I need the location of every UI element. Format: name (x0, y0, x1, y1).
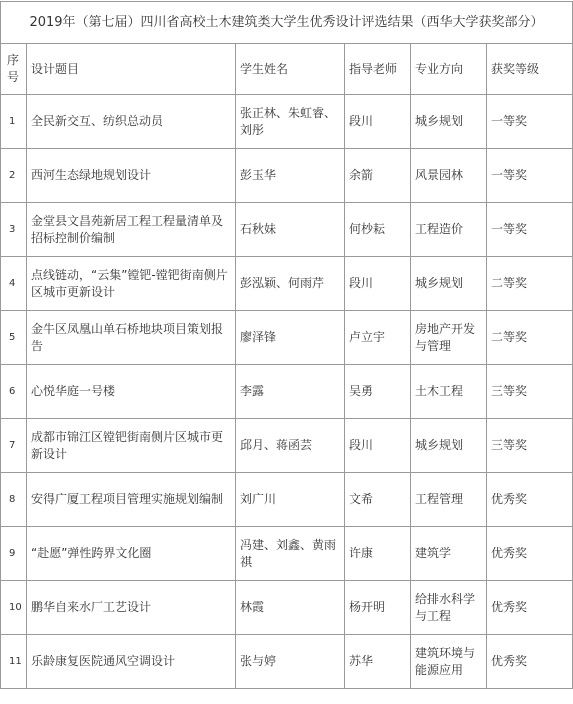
table-row (1, 95, 573, 149)
cell-advisor: 杨开明 (345, 581, 411, 635)
cell-topic: 鹏华自来水厂工艺设计 (27, 581, 236, 635)
cell-topic: “赴愿”弹性跨界文化圈 (27, 527, 236, 581)
cell-no: 4 (1, 257, 27, 311)
cell-topic: 西河生态绿地规划设计 (27, 149, 236, 203)
cell-topic: 全民新交互、纺织总动员 (27, 95, 236, 149)
header-topic: 设计题目 (27, 44, 236, 95)
cell-advisor: 段川 (345, 95, 411, 149)
header-advisor: 指导老师 (345, 44, 411, 95)
results-table-body (1, 2, 573, 689)
cell-no: 11 (1, 635, 27, 689)
cell-topic: 乐龄康复医院通风空调设计 (27, 635, 236, 689)
cell-students: 刘广川 (236, 473, 345, 527)
cell-advisor: 何杪耘 (345, 203, 411, 257)
cell-major: 给排水科学与工程 (411, 581, 487, 635)
cell-topic: 金堂县文昌苑新居工程工程量清单及招标控制价编制 (27, 203, 236, 257)
cell-award: 优秀奖 (487, 635, 573, 689)
cell-topic: 安得广厦工程项目管理实施规划编制 (27, 473, 236, 527)
cell-award: 二等奖 (487, 257, 573, 311)
cell-major: 城乡规划 (411, 257, 487, 311)
cell-students: 邱月、蒋函芸 (236, 419, 345, 473)
cell-award: 优秀奖 (487, 581, 573, 635)
cell-students: 石秋妹 (236, 203, 345, 257)
results-table (0, 1, 573, 689)
table-row (1, 149, 573, 203)
cell-students: 张与婷 (236, 635, 345, 689)
cell-students: 彭泓颖、何雨芹 (236, 257, 345, 311)
cell-major: 工程管理 (411, 473, 487, 527)
cell-advisor: 余箭 (345, 149, 411, 203)
title-row (1, 2, 573, 44)
cell-students: 林霞 (236, 581, 345, 635)
table-title: 2019年（第七届）四川省高校土木建筑类大学生优秀设计评选结果（西华大学获奖部分） (1, 2, 573, 44)
cell-award: 优秀奖 (487, 473, 573, 527)
cell-advisor: 许康 (345, 527, 411, 581)
table-row (1, 581, 573, 635)
cell-topic: 心悦华庭一号楼 (27, 365, 236, 419)
cell-major: 建筑环境与能源应用 (411, 635, 487, 689)
cell-award: 一等奖 (487, 95, 573, 149)
cell-students: 李露 (236, 365, 345, 419)
cell-topic: 点线链动，“云集”镗钯-镗钯街南侧片区城市更新设计 (27, 257, 236, 311)
cell-major: 房地产开发与管理 (411, 311, 487, 365)
table-row (1, 365, 573, 419)
cell-no: 7 (1, 419, 27, 473)
header-award: 获奖等级 (487, 44, 573, 95)
header-major: 专业方向 (411, 44, 487, 95)
cell-advisor: 段川 (345, 419, 411, 473)
header-row (1, 44, 573, 95)
cell-no: 3 (1, 203, 27, 257)
cell-no: 10 (1, 581, 27, 635)
cell-advisor: 卢立宇 (345, 311, 411, 365)
cell-major: 城乡规划 (411, 95, 487, 149)
cell-award: 三等奖 (487, 419, 573, 473)
table-row (1, 311, 573, 365)
cell-major: 风景园林 (411, 149, 487, 203)
cell-advisor: 段川 (345, 257, 411, 311)
header-no: 序号 (1, 44, 27, 95)
header-students: 学生姓名 (236, 44, 345, 95)
cell-no: 8 (1, 473, 27, 527)
cell-advisor: 吴勇 (345, 365, 411, 419)
cell-major: 城乡规划 (411, 419, 487, 473)
cell-students: 张正林、朱虹睿、刘彤 (236, 95, 345, 149)
table-row (1, 527, 573, 581)
cell-no: 2 (1, 149, 27, 203)
table-row (1, 635, 573, 689)
table-row (1, 473, 573, 527)
cell-award: 三等奖 (487, 365, 573, 419)
cell-award: 优秀奖 (487, 527, 573, 581)
cell-no: 9 (1, 527, 27, 581)
cell-no: 6 (1, 365, 27, 419)
cell-award: 一等奖 (487, 149, 573, 203)
cell-students: 冯建、刘鑫、黄雨祺 (236, 527, 345, 581)
table-row (1, 419, 573, 473)
cell-topic: 成都市锦江区镗钯街南侧片区城市更新设计 (27, 419, 236, 473)
cell-students: 彭玉华 (236, 149, 345, 203)
cell-major: 建筑学 (411, 527, 487, 581)
cell-advisor: 文希 (345, 473, 411, 527)
cell-no: 5 (1, 311, 27, 365)
cell-major: 工程造价 (411, 203, 487, 257)
cell-award: 二等奖 (487, 311, 573, 365)
cell-topic: 金牛区凤凰山单石桥地块项目策划报告 (27, 311, 236, 365)
cell-award: 一等奖 (487, 203, 573, 257)
table-row (1, 257, 573, 311)
table-row (1, 203, 573, 257)
cell-no: 1 (1, 95, 27, 149)
cell-advisor: 苏华 (345, 635, 411, 689)
cell-major: 土木工程 (411, 365, 487, 419)
cell-students: 廖泽锋 (236, 311, 345, 365)
